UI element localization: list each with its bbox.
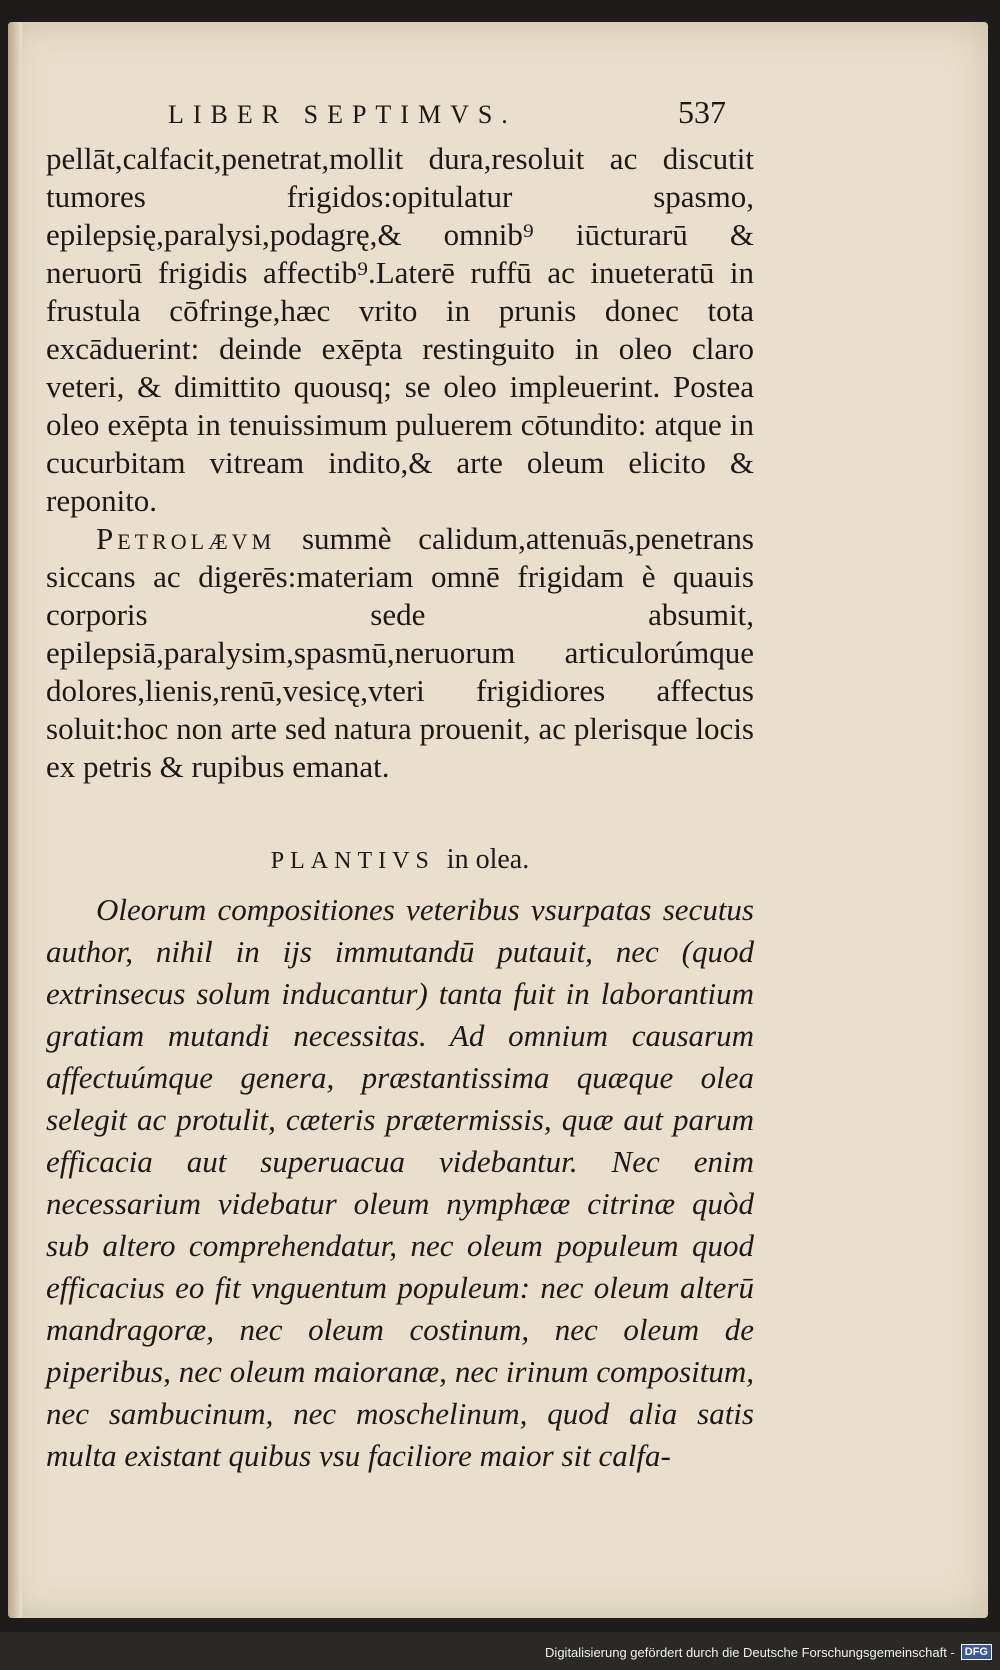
- text-block: [46, 140, 754, 1477]
- paragraph-1: pellāt,calfacit,penetrat,mollit dura,resoluit ac discutit tumores frigidos:opitulatur spasmo, epilepsię,paralysi,podagrę,& omnib⁹ iūcturarū & neruorū frigidis affectib⁹.Laterē ruffū ac inueteratū in frustula cōfringe,hæc vrito in prunis donec tota excāduerint: deinde exēpta restinguito in oleo claro veteri, & dimittito quousq; se oleo impleuerint. Postea oleo exēpta in tenuissimum puluerem cōtundito: atque in cucurbitam vitream indito,& arte oleum elicito & reponito.: [46, 141, 754, 518]
- book-page: [8, 22, 988, 1618]
- roman-text: [46, 140, 754, 786]
- page-number: 537: [678, 94, 726, 130]
- page-edge-shadow: [8, 22, 22, 1618]
- paragraph-2-text: summè calidum,attenuās,penetrans siccans ac digerēs:materiam omnē frigidam è quauis corporis sede absumit, epilepsiā,paralysim,spasmū,neruorum articulorúmque dolores,lienis,renū,vesicę,vteri frigidiores affectus soluit:hoc non arte sed natura prouenit, ac plerisque locis ex petris & rupibus emanat.: [46, 521, 754, 784]
- paragraph-2-lead: Petrolævm: [96, 521, 276, 556]
- section-gap: [46, 786, 754, 840]
- running-head: LIBER SEPTIMVS.: [168, 100, 517, 129]
- italic-text: [46, 889, 754, 1477]
- section-title-caps: PLANTIVS: [270, 848, 435, 874]
- paragraph-3: Oleorum compositiones veteribus vsurpatas secutus author, nihil in ijs immutandū putauit, nec (quod extrinsecus solum inducantur) tanta fuit in laborantium gratiam mutandi necessitas. Ad omnium causarum affectuúmque genera, præstantissima quæque olea selegit ac protulit, cæteris prætermissis, quæ aut parum efficacia aut superuacua videbantur. Nec enim necessarium videbatur oleum nymphææ citrinæ quòd sub altero comprehendatur, nec oleum populeum quod efficacius eo fit vnguentum populeum: nec oleum alterū mandragoræ, nec oleum costinum, nec oleum de piperibus, nec oleum maioranæ, nec irinum compositum, nec sambucinum, nec moschelinum, quod alia satis multa existant quibus vsu faciliore maior sit calfa-: [46, 892, 754, 1473]
- paragraph-2: [46, 520, 754, 786]
- credit-text: Digitalisierung gefördert durch die Deutsche Forschungsgemeinschaft -: [545, 1644, 955, 1660]
- section-title: [46, 840, 754, 881]
- section-title-rest: in olea.: [446, 844, 530, 875]
- dfg-logo: DFG: [961, 1644, 992, 1660]
- digitization-credit: [545, 1644, 992, 1660]
